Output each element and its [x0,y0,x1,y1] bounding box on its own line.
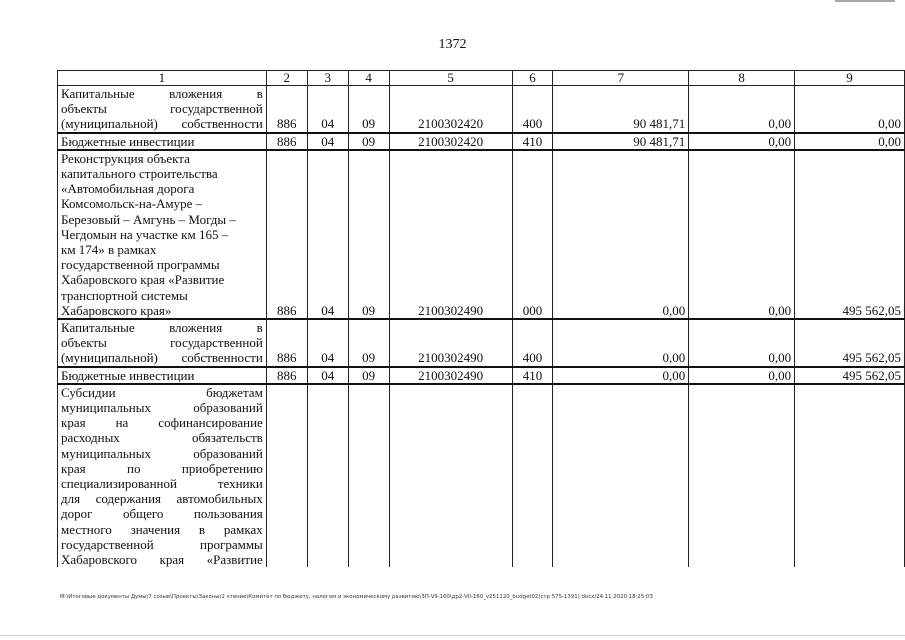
name-line: местного значения в рамках [61,521,263,537]
name-line: Березовый – Амгунь – Могды – [61,211,236,227]
cell-amount-7: 0,00 [553,319,689,367]
cell-amount-7: 90 481,71 [553,86,689,133]
cell-amount-9: 0,00 [795,86,905,133]
document-path-footer: M:\Итоговые документы Думы\7 созыв\Проекты\Законы\2 чтение\Комитет по бюджету, налогам и экономическому развитию\ЗП-VII-160\др2-VII-160_v251120_budget02(стр 575-1391).docx/24.11.2020 18:25:03 [60,594,653,600]
name-line: Реконструкция объекта [61,150,190,166]
cell-admin-code: 886 [266,150,307,319]
name-line: объекты государственной [61,335,263,351]
name-line: Субсидии бюджетам [61,384,263,400]
cell-admin-code: 886 [266,86,307,133]
table-row [58,150,905,319]
cell-amount-8 [689,384,795,567]
header-cell: 3 [307,71,348,86]
name-line: объекты государственной [61,101,263,117]
cell-expense-type: 000 [512,150,553,319]
header-cell: 2 [266,71,307,86]
cell-amount-7: 0,00 [553,150,689,319]
name-line: Чегдомын на участке км 165 – [61,226,229,242]
cell-target-article: 2100302490 [389,367,512,384]
row-name [58,367,267,384]
row-name [58,133,267,150]
cell-subsection: 09 [348,86,389,133]
cell-amount-8: 0,00 [689,133,795,150]
cell-target-article: 2100302420 [389,133,512,150]
cell-subsection [348,384,389,567]
cell-amount-9: 495 562,05 [795,150,905,319]
cell-section: 04 [307,367,348,384]
page-bottom-divider [0,635,905,636]
cell-subsection: 09 [348,367,389,384]
name-line: для содержания автомобильных [61,491,263,507]
table-row [58,384,905,567]
cell-amount-8: 0,00 [689,367,795,384]
name-line: государственной программы [61,257,220,273]
table-row [58,86,905,133]
name-line: Капитальные вложения в [61,320,263,336]
cell-expense-type [512,384,553,567]
cell-section: 04 [307,86,348,133]
table-row [58,367,905,384]
cell-section: 04 [307,319,348,367]
cell-admin-code [266,384,307,567]
name-line: муниципальных образований [61,445,263,461]
name-line: Бюджетные инвестиции [61,367,195,383]
name-line: Хабаровского края «Развитие [61,552,263,568]
name-line: Комсомольск-на-Амуре – [61,196,203,212]
cell-amount-7: 0,00 [553,367,689,384]
corner-scan-mark [835,0,895,2]
cell-admin-code: 886 [266,319,307,367]
cell-admin-code: 886 [266,133,307,150]
cell-subsection: 09 [348,319,389,367]
table-row [58,319,905,367]
header-cell: 6 [512,71,553,86]
cell-subsection: 09 [348,133,389,150]
cell-expense-type: 410 [512,133,553,150]
cell-expense-type: 400 [512,319,553,367]
header-row [58,71,905,86]
header-cell: 7 [553,71,689,86]
row-name [58,150,267,319]
cell-amount-7 [553,384,689,567]
cell-section: 04 [307,150,348,319]
name-line: расходных обязательств [61,430,263,446]
name-line: Хабаровского края «Развитие [61,272,225,288]
budget-table [57,70,905,567]
cell-subsection: 09 [348,150,389,319]
cell-section [307,384,348,567]
name-line: капитального строительства [61,166,218,182]
row-name [58,384,267,567]
cell-target-article [389,384,512,567]
cell-target-article: 2100302490 [389,319,512,367]
name-line: км 174» в рамках [61,242,157,258]
cell-amount-7: 90 481,71 [553,133,689,150]
cell-amount-8: 0,00 [689,150,795,319]
name-line: «Автомобильная дорога [61,181,195,197]
name-line: Бюджетные инвестиции [61,133,195,149]
name-line: муниципальных образований [61,400,263,416]
name-line: Капитальные вложения в [61,86,263,101]
header-cell: 1 [58,71,267,86]
cell-amount-9: 495 562,05 [795,367,905,384]
header-cell: 8 [689,71,795,86]
header-cell: 9 [795,71,905,86]
header-cell: 5 [389,71,512,86]
page-number: 1372 [438,37,467,52]
cell-section: 04 [307,133,348,150]
cell-admin-code: 886 [266,367,307,384]
cell-amount-9 [795,384,905,567]
cell-amount-8: 0,00 [689,319,795,367]
name-line: Хабаровского края» [61,302,172,318]
cell-amount-9: 0,00 [795,133,905,150]
budget-table-body [58,71,905,568]
cell-target-article: 2100302490 [389,150,512,319]
header-cell: 4 [348,71,389,86]
name-line: края по приобретению [61,460,263,476]
name-line: края на софинансирование [61,415,263,431]
name-line: специализированной техники [61,476,263,492]
cell-target-article: 2100302420 [389,86,512,133]
name-line: (муниципальной) собственности [61,116,263,132]
name-line: транспортной системы [61,287,188,303]
cell-amount-9: 495 562,05 [795,319,905,367]
name-line: государственной программы [61,536,263,552]
cell-expense-type: 410 [512,367,553,384]
row-name [58,319,267,367]
table-row [58,133,905,150]
cell-expense-type: 400 [512,86,553,133]
name-line: (муниципальной) собственности [61,350,263,366]
name-line: дорог общего пользования [61,506,263,522]
row-name [58,86,267,133]
cell-amount-8: 0,00 [689,86,795,133]
